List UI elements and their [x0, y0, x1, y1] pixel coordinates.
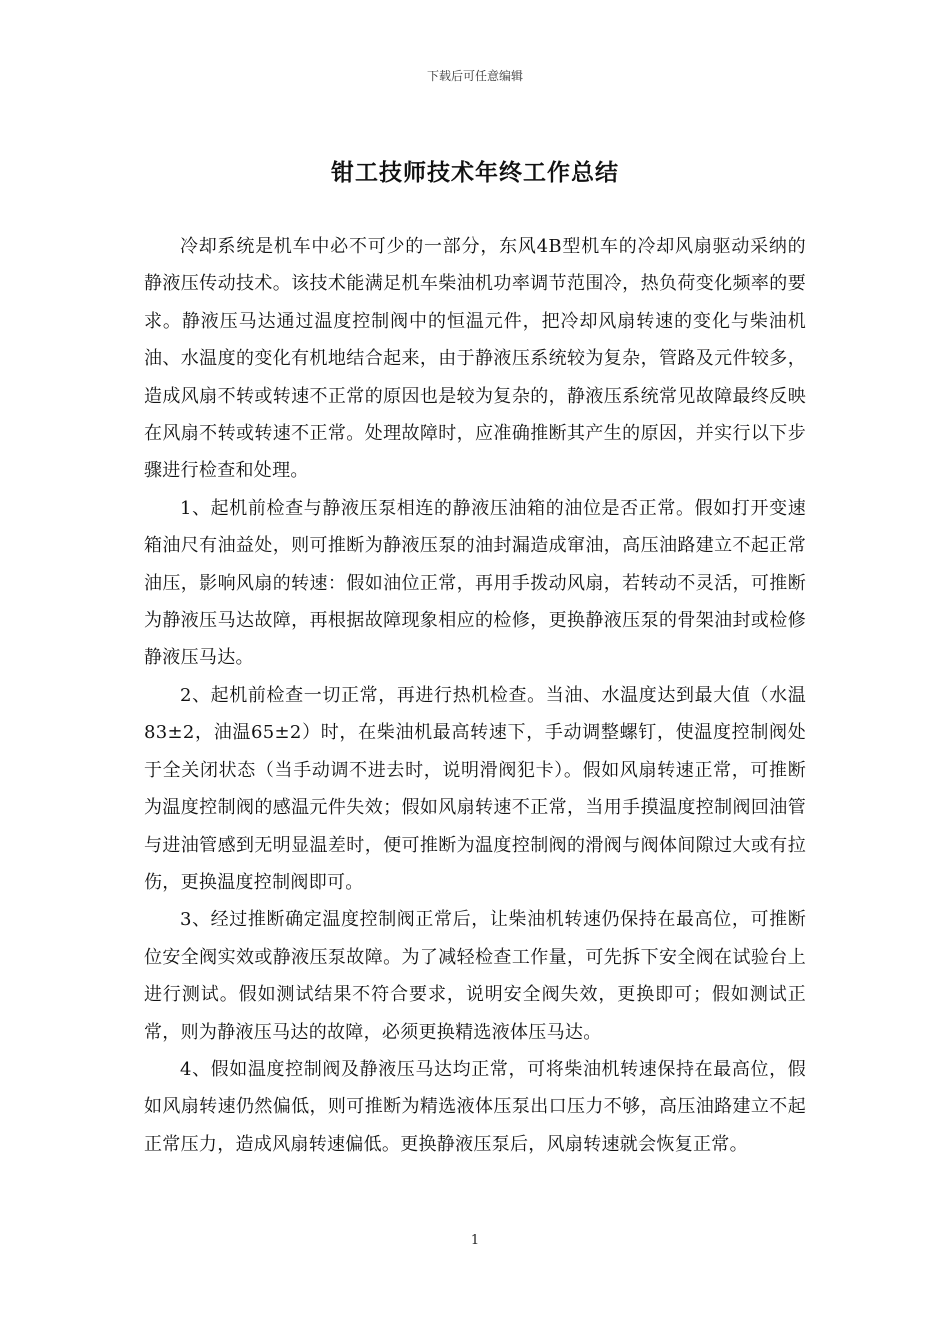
page-number: 1: [470, 1233, 480, 1248]
document-body: [144, 228, 806, 1163]
paragraph-step-4: 4、假如温度控制阀及静液压马达均正常，可将柴油机转速保持在最高位，假如风扇转速仍然偏低，则可推断为精选液体压泵出口压力不够，高压油路建立不起正常压力，造成风扇转速偏低。更换静液压泵后，风扇转速就会恢复正常。: [144, 1058, 806, 1155]
paragraph-step-1: 1、起机前检查与静液压泵相连的静液压油箱的油位是否正常。假如打开变速箱油尺有油益处，则可推断为静液压泵的油封漏造成窜油，高压油路建立不起正常油压，影响风扇的转速：假如油位正常，再用手拨动风扇，若转动不灵活，可推断为静液压马达故障，再根据故障现象相应的检修，更换静液压泵的骨架油封或检修静液压马达。: [144, 497, 806, 669]
document-title: 钳工技师技术年终工作总结: [331, 160, 619, 186]
paragraph-step-2: 2、起机前检查一切正常，再进行热机检查。当油、水温度达到最大值（水温83±2，油温65±2）时，在柴油机最高转速下，手动调整螺钉，使温度控制阀处于全关闭状态（当手动调不进去时，说明滑阀犯卡）。假如风扇转速正常，可推断为温度控制阀的感温元件失效；假如风扇转速不正常，当用手摸温度控制阀回油管与进油管感到无明显温差时，便可推断为温度控制阀的滑阀与阀体间隙过大或有拉伤，更换温度控制阀即可。: [144, 684, 806, 893]
paragraph-intro: 冷却系统是机车中必不可少的一部分，东风4B型机车的冷却风扇驱动采纳的静液压传动技术。该技术能满足机车柴油机功率调节范围冷，热负荷变化频率的要求。静液压马达通过温度控制阀中的恒温元件，把冷却风扇转速的变化与柴油机油、水温度的变化有机地结合起来，由于静液压系统较为复杂，管路及元件较多，造成风扇不转或转速不正常的原因也是较为复杂的，静液压系统常见故障最终反映在风扇不转或转速不正常。处理故障时，应准确推断其产生的原因，并实行以下步骤进行检查和处理。: [144, 236, 806, 482]
paragraph-step-3: 3、经过推断确定温度控制阀正常后，让柴油机转速仍保持在最高位，可推断位安全阀实效或静液压泵故障。为了减轻检查工作量，可先拆下安全阀在试验台上进行测试。假如测试结果不符合要求，说明安全阀失效，更换即可；假如测试正常，则为静液压马达的故障，必须更换精选液体压马达。: [144, 909, 806, 1043]
header-note: 下载后可任意编辑: [426, 69, 523, 83]
